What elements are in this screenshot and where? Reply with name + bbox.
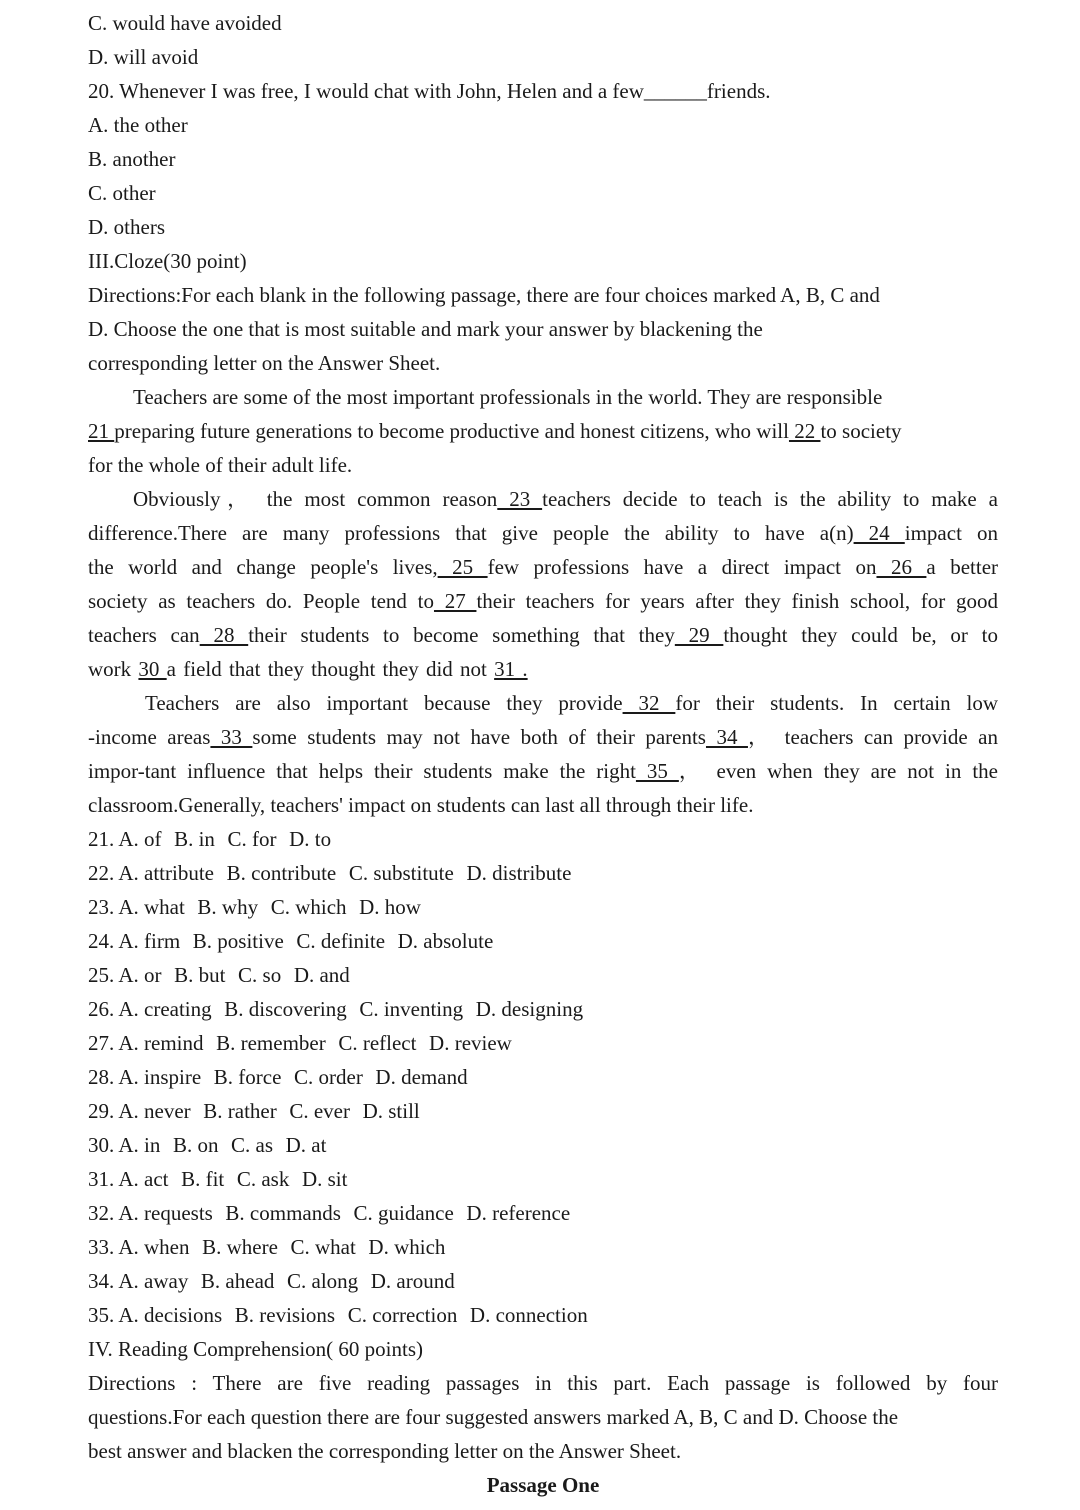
passage-text: impor-tant influence that helps their students make the right bbox=[88, 759, 636, 783]
passage-text: a better bbox=[926, 555, 999, 579]
option-a: 31. A. act bbox=[88, 1167, 169, 1191]
option-row-32 bbox=[88, 1196, 998, 1230]
passage-p2-line4 bbox=[88, 584, 998, 618]
option-d: D. how bbox=[359, 895, 421, 919]
option-a: 35. A. decisions bbox=[88, 1303, 223, 1327]
option-d: D. absolute bbox=[397, 929, 494, 953]
option-b: B. but bbox=[174, 963, 226, 987]
option-c: C. as bbox=[231, 1133, 274, 1157]
passage-p1-line1: Teachers are some of the most important professionals in the world. They are responsible bbox=[133, 385, 883, 409]
option-d: D. review bbox=[429, 1031, 512, 1055]
blank-23: 23 bbox=[497, 487, 543, 511]
option-b: B. ahead bbox=[200, 1269, 275, 1293]
option-d: D. and bbox=[293, 963, 350, 987]
blank-28: 28 bbox=[199, 623, 249, 647]
blank-22: 22 bbox=[788, 419, 821, 443]
passage-p2-line6 bbox=[88, 652, 998, 686]
blank-26: 26 bbox=[876, 555, 927, 579]
passage-text: few professions have a direct impact on bbox=[487, 555, 877, 579]
section3-directions-line3: corresponding letter on the Answer Sheet. bbox=[88, 351, 441, 375]
option-c: C. guidance bbox=[353, 1201, 454, 1225]
passage-text: teachers can bbox=[88, 623, 200, 647]
blank-29: 29 bbox=[674, 623, 724, 647]
passage-text: impact on bbox=[904, 521, 998, 545]
blank-25: 25 bbox=[437, 555, 488, 579]
passage-text: ， even when they are not in the bbox=[678, 759, 999, 783]
passage-p2-line2 bbox=[88, 516, 998, 550]
option-d: D. to bbox=[289, 827, 332, 851]
option-row-30 bbox=[88, 1128, 998, 1162]
option-b: B. where bbox=[202, 1235, 278, 1259]
option-row-31 bbox=[88, 1162, 998, 1196]
section3-directions-line2: D. Choose the one that is most suitable and mark your answer by blackening the bbox=[88, 317, 763, 341]
option-c: C. so bbox=[238, 963, 282, 987]
option-b: B. contribute bbox=[226, 861, 337, 885]
passage-text: Teachers are also important because they provide bbox=[145, 691, 623, 715]
option-row-23 bbox=[88, 890, 998, 924]
option-a: 24. A. firm bbox=[88, 929, 181, 953]
q20-option-d: D. others bbox=[88, 215, 165, 239]
option-a: 25. A. or bbox=[88, 963, 162, 987]
option-a: 30. A. in bbox=[88, 1133, 161, 1157]
option-row-21 bbox=[88, 822, 998, 856]
blank-24: 24 bbox=[853, 521, 905, 545]
q20-option-c: C. other bbox=[88, 181, 156, 205]
option-a: 22. A. attribute bbox=[88, 861, 214, 885]
section4-title: IV. Reading Comprehension( 60 points) bbox=[88, 1337, 423, 1361]
option-c: C. substitute bbox=[348, 861, 454, 885]
option-b: B. discovering bbox=[224, 997, 347, 1021]
passage-text: society as teachers do. People tend to bbox=[88, 589, 434, 613]
option-row-33 bbox=[88, 1230, 998, 1264]
option-c: C. reflect bbox=[338, 1031, 417, 1055]
option-c: C. inventing bbox=[359, 997, 464, 1021]
option-a: 28. A. inspire bbox=[88, 1065, 202, 1089]
passage-text: their students to become something that they bbox=[248, 623, 675, 647]
q20-stem bbox=[88, 74, 998, 108]
q19-option-d: D. will avoid bbox=[88, 45, 199, 69]
option-d: D. reference bbox=[466, 1201, 571, 1225]
option-row-24 bbox=[88, 924, 998, 958]
passage-p3-line2 bbox=[88, 720, 998, 754]
passage-text: some students may not have both of their parents bbox=[252, 725, 706, 749]
blank-32: 32 bbox=[622, 691, 676, 715]
option-d: D. distribute bbox=[466, 861, 572, 885]
option-b: B. remember bbox=[216, 1031, 326, 1055]
option-row-27 bbox=[88, 1026, 998, 1060]
passage-p1-line3: for the whole of their adult life. bbox=[88, 453, 353, 477]
blank-21: 21 bbox=[88, 419, 115, 443]
option-a: 21. A. of bbox=[88, 827, 162, 851]
blank-31: 31 . bbox=[494, 657, 528, 681]
q19-option-c: C. would have avoided bbox=[88, 11, 282, 35]
option-c: C. ask bbox=[236, 1167, 290, 1191]
q20-blank: ______ bbox=[643, 79, 707, 103]
option-b: B. rather bbox=[203, 1099, 277, 1123]
passage-text: Obviously， the most common reason bbox=[133, 487, 498, 511]
q20-option-a: A. the other bbox=[88, 113, 188, 137]
q20-option-b: B. another bbox=[88, 147, 176, 171]
passage-text: -income areas bbox=[88, 725, 211, 749]
passage-text: the world and change people's lives, bbox=[88, 555, 438, 579]
option-c: C. along bbox=[287, 1269, 359, 1293]
passage-text: to society bbox=[820, 419, 902, 443]
option-row-28 bbox=[88, 1060, 998, 1094]
option-c: C. order bbox=[294, 1065, 363, 1089]
option-a: 27. A. remind bbox=[88, 1031, 204, 1055]
option-d: D. around bbox=[370, 1269, 455, 1293]
option-a: 33. A. when bbox=[88, 1235, 190, 1259]
option-row-22 bbox=[88, 856, 998, 890]
option-c: C. which bbox=[270, 895, 347, 919]
passage-p3-line4: classroom.Generally, teachers' impact on students can last all through their life. bbox=[88, 793, 754, 817]
passage-text: teachers decide to teach is the ability to make a bbox=[542, 487, 998, 511]
option-b: B. force bbox=[213, 1065, 282, 1089]
blank-34: 34 bbox=[705, 725, 748, 749]
option-d: D. which bbox=[368, 1235, 446, 1259]
passage-text: thought they could be, or to bbox=[723, 623, 998, 647]
passage-text: for their students. In certain low bbox=[675, 691, 999, 715]
passage-p1-line2 bbox=[88, 414, 998, 448]
option-a: 23. A. what bbox=[88, 895, 185, 919]
option-b: B. commands bbox=[225, 1201, 341, 1225]
blank-27: 27 bbox=[433, 589, 477, 613]
option-b: B. why bbox=[197, 895, 259, 919]
passage-p3-line3 bbox=[88, 754, 998, 788]
passage-p2-line3 bbox=[88, 550, 998, 584]
option-b: B. revisions bbox=[234, 1303, 336, 1327]
option-a: 32. A. requests bbox=[88, 1201, 213, 1225]
passage-text: difference.There are many professions that give people the ability to have a(n) bbox=[88, 521, 854, 545]
option-d: D. designing bbox=[475, 997, 584, 1021]
passage-text: ， teachers can provide an bbox=[747, 725, 999, 749]
passage-text: work bbox=[88, 657, 132, 681]
option-c: C. correction bbox=[347, 1303, 458, 1327]
option-a: 34. A. away bbox=[88, 1269, 189, 1293]
option-b: B. positive bbox=[192, 929, 284, 953]
passage-p2-line1 bbox=[88, 482, 998, 516]
option-c: C. definite bbox=[296, 929, 386, 953]
passage-p3-line1 bbox=[88, 686, 998, 720]
section4-directions-line2: questions.For each question there are four suggested answers marked A, B, C and D. Choose the bbox=[88, 1405, 899, 1429]
blank-35: 35 bbox=[635, 759, 679, 783]
option-d: D. still bbox=[362, 1099, 420, 1123]
option-row-25 bbox=[88, 958, 998, 992]
passage-one-title: Passage One bbox=[486, 1473, 600, 1497]
option-b: B. fit bbox=[181, 1167, 225, 1191]
option-row-29 bbox=[88, 1094, 998, 1128]
option-d: D. at bbox=[285, 1133, 327, 1157]
blank-33: 33 bbox=[210, 725, 253, 749]
option-d: D. sit bbox=[301, 1167, 348, 1191]
option-row-26 bbox=[88, 992, 998, 1026]
option-d: D. connection bbox=[469, 1303, 588, 1327]
option-a: 26. A. creating bbox=[88, 997, 212, 1021]
option-row-35 bbox=[88, 1298, 998, 1332]
section4-directions-line1: Directions : There are five reading passages in this part. Each passage is followed by four bbox=[88, 1371, 998, 1395]
option-c: C. what bbox=[290, 1235, 356, 1259]
option-row-34 bbox=[88, 1264, 998, 1298]
passage-text: preparing future generations to become productive and honest citizens, who will bbox=[114, 419, 789, 443]
passage-text: a field that they thought they did not bbox=[166, 657, 487, 681]
option-c: C. ever bbox=[289, 1099, 350, 1123]
option-d: D. demand bbox=[375, 1065, 468, 1089]
section3-directions-line1: Directions:For each blank in the following passage, there are four choices marked A, B, C and bbox=[88, 283, 880, 307]
q20-stem-text: 20. Whenever I was free, I would chat with John, Helen and a few bbox=[88, 79, 644, 103]
q20-stem-end: friends. bbox=[706, 79, 771, 103]
option-a: 29. A. never bbox=[88, 1099, 191, 1123]
option-b: B. in bbox=[174, 827, 215, 851]
option-c: C. for bbox=[227, 827, 277, 851]
section3-title: III.Cloze(30 point) bbox=[88, 249, 247, 273]
passage-text: their teachers for years after they finish school, for good bbox=[476, 589, 999, 613]
passage-p2-line5 bbox=[88, 618, 998, 652]
section4-directions-line3: best answer and blacken the corresponding letter on the Answer Sheet. bbox=[88, 1439, 682, 1463]
blank-30: 30 bbox=[138, 657, 167, 681]
option-b: B. on bbox=[172, 1133, 219, 1157]
